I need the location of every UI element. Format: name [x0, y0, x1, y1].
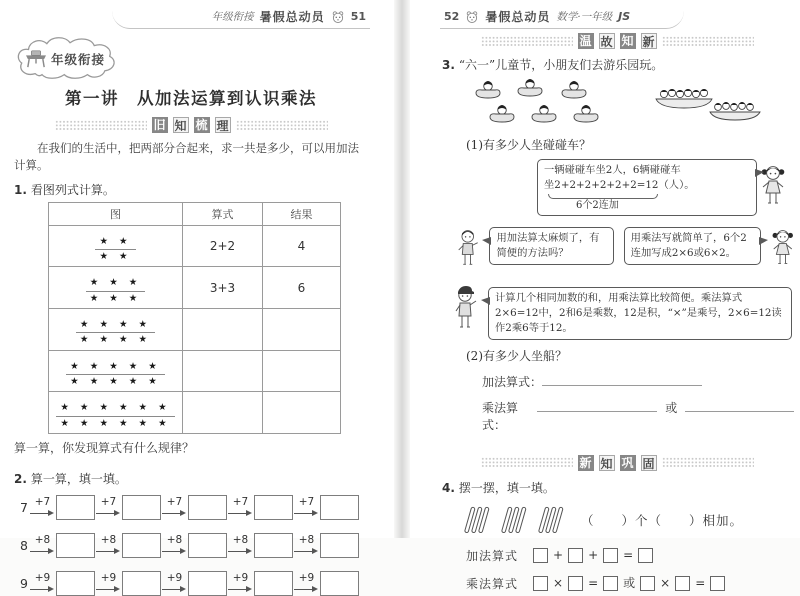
banner-char: 固	[642, 456, 655, 471]
equals-sign: =	[588, 576, 599, 591]
result-cell: 4	[263, 225, 341, 267]
brand-label: 暑假总动员	[259, 10, 325, 24]
chain-step	[29, 497, 56, 518]
school-desk-icon	[24, 49, 48, 69]
banner-char: 温	[579, 34, 592, 48]
mascot-face-icon	[331, 10, 345, 24]
teacher-character	[452, 284, 478, 334]
addition-label: 加法算式：	[482, 374, 543, 389]
banner-char: 梳	[195, 118, 208, 132]
question-3-sub1: (1)有多少人坐碰碰车？	[466, 138, 591, 152]
edition-label: JS	[618, 10, 631, 23]
question-1-followup: 算一算，你发现算式有什么规律？	[14, 440, 195, 455]
arrow-icon	[162, 585, 187, 594]
dotted-rule	[236, 120, 328, 131]
stars-top-row: ★ ★ ★ ★	[76, 319, 155, 333]
chain-step	[227, 535, 254, 556]
table-header-row	[49, 202, 341, 225]
answer-box	[56, 571, 95, 596]
counting-sticks	[464, 504, 492, 536]
question-number: 4.	[442, 480, 455, 495]
addition-chain-8	[16, 533, 370, 558]
question-text: “六一”儿童节，小朋友们去游乐园玩。	[458, 58, 664, 72]
stars-top-row: ★ ★	[95, 236, 135, 250]
arrow-icon	[162, 509, 187, 518]
chain-step	[161, 497, 188, 518]
page-left	[0, 0, 394, 591]
arrow-icon	[294, 547, 319, 556]
underbrace	[548, 194, 658, 199]
plus-sign: +	[553, 548, 564, 563]
series-label: 年级衔接	[211, 11, 254, 23]
badge-label: 年级衔接	[51, 52, 106, 67]
section-banner-review	[12, 117, 370, 133]
or-word: 或	[623, 576, 636, 591]
column-header-picture: 图	[49, 202, 183, 225]
amusement-park-illustrations	[440, 77, 794, 129]
answer-box	[122, 533, 161, 558]
answer-box	[675, 576, 690, 591]
multiplication-expression-line	[482, 399, 794, 433]
stars-top-row: ★ ★ ★	[86, 277, 146, 291]
answer-box	[603, 548, 618, 563]
answer-box	[603, 576, 618, 591]
chain-step	[293, 535, 320, 556]
answer-box	[188, 533, 227, 558]
expression-cell-blank	[183, 350, 263, 392]
dotted-rule	[55, 120, 147, 131]
step-label: +7	[166, 496, 183, 509]
question-number: 1.	[14, 182, 27, 197]
question-text: 看图列式计算。	[30, 182, 115, 197]
left-page-header	[112, 4, 370, 29]
dotted-rule	[662, 457, 754, 468]
expression-cell: 3+3	[183, 267, 263, 309]
answer-box	[640, 576, 655, 591]
arrow-icon	[228, 547, 253, 556]
star-picture-cell	[49, 308, 183, 350]
banner-char: 知	[621, 34, 634, 48]
step-label: +8	[34, 534, 51, 547]
expression-cell-blank	[183, 392, 263, 434]
addition-expression-line	[482, 373, 794, 390]
multiplication-equation	[466, 575, 794, 592]
subject-label: 数学·一年级	[556, 11, 613, 23]
question-3-sub2: (2)有多少人坐船？	[466, 348, 567, 363]
arrow-icon	[294, 585, 319, 594]
banner-char: 旧	[153, 118, 166, 132]
write-in-line	[685, 400, 794, 412]
star-picture-cell	[49, 225, 183, 267]
arrow-icon	[96, 547, 121, 556]
chain-step	[95, 497, 122, 518]
table-row	[49, 392, 341, 434]
stars-bottom-row: ★ ★ ★ ★ ★ ★	[60, 417, 171, 429]
chain-step	[227, 497, 254, 518]
stars-bottom-row: ★ ★ ★	[89, 292, 142, 304]
question-text: 摆一摆，填一填。	[458, 480, 555, 495]
arrow-icon	[30, 547, 55, 556]
stars-top-row: ★ ★ ★ ★ ★	[66, 361, 165, 375]
answer-box	[122, 571, 161, 596]
multiplication-label: 乘法算式：	[482, 400, 519, 432]
question-number: 3.	[442, 58, 455, 72]
bubble-line: 一辆碰碰车坐2人，6辆碰碰车	[544, 164, 681, 176]
chain-start-number: 7	[20, 499, 28, 515]
page-number: 52	[444, 10, 460, 23]
counting-sticks	[501, 504, 529, 536]
intro-paragraph: 在我们的生活中，把两部分合起来，求一共是多少，可以用加法计算。	[14, 141, 359, 173]
stars-top-row: ★ ★ ★ ★ ★ ★	[56, 402, 174, 416]
mascot-face-icon	[465, 10, 479, 24]
lesson-title: 第一讲 从加法运算到认识乘法	[65, 89, 317, 108]
answer-box	[533, 548, 548, 563]
step-label: +7	[100, 496, 117, 509]
answer-box	[254, 533, 293, 558]
stars-bottom-row: ★ ★ ★ ★	[79, 334, 152, 346]
answer-box	[56, 533, 95, 558]
right-page-header	[440, 4, 684, 29]
speech-bubble-girl: 用乘法写就简单了，6个2连加写成2×6或6×2。	[624, 227, 761, 265]
times-sign: ×	[660, 576, 671, 591]
chain-step	[293, 497, 320, 518]
banner-char: 知	[600, 456, 613, 471]
expression-cell-blank	[183, 308, 263, 350]
grade-link-badge	[14, 35, 130, 83]
chain-step	[227, 573, 254, 594]
banner-char: 新	[579, 455, 592, 470]
dotted-rule	[662, 36, 754, 47]
answer-box	[56, 495, 95, 520]
banner-char: 理	[216, 119, 229, 133]
chain-start-number: 8	[20, 537, 28, 553]
result-cell-blank	[263, 350, 341, 392]
table-row	[49, 225, 341, 267]
underbrace-note: 6个2连加	[576, 199, 619, 211]
chain-start-number: 9	[20, 575, 28, 591]
answer-box	[568, 576, 583, 591]
step-label: +9	[166, 572, 183, 585]
banner-char: 巩	[621, 455, 634, 470]
step-label: +9	[232, 572, 249, 585]
page-gutter	[394, 0, 410, 538]
counting-sticks	[538, 504, 566, 536]
star-picture-cell	[49, 267, 183, 309]
or-word: 或	[665, 400, 678, 415]
step-label: +7	[34, 496, 51, 509]
table-row	[49, 350, 341, 392]
result-cell: 6	[263, 267, 341, 309]
dotted-rule	[481, 36, 573, 47]
banner-char: 新	[642, 35, 655, 49]
answer-box	[533, 576, 548, 591]
chain-step	[29, 535, 56, 556]
stars-bottom-row: ★ ★ ★ ★ ★	[70, 375, 161, 387]
answer-box	[188, 495, 227, 520]
addition-label: 加法算式	[466, 548, 519, 563]
section-banner-consolidate	[440, 455, 794, 471]
counting-sticks-row	[464, 504, 794, 536]
question-number: 2.	[14, 471, 27, 486]
girl-character	[771, 225, 794, 273]
count-fill-text: （ ）个（ ）相加。	[581, 512, 744, 528]
addition-equation	[466, 547, 794, 564]
question-2-heading	[14, 470, 370, 487]
step-label: +8	[232, 534, 249, 547]
plus-sign: +	[588, 548, 599, 563]
step-label: +9	[298, 572, 315, 585]
bubble-line: 坐2+2+2+2+2+2=12（人）。	[544, 178, 695, 191]
speech-bubble-boy: 用加法算太麻烦了，有简便的方法吗？	[489, 227, 613, 265]
arrow-icon	[228, 585, 253, 594]
section-banner-revisit	[440, 33, 794, 49]
answer-box	[638, 548, 653, 563]
answer-box	[122, 495, 161, 520]
star-picture-cell	[49, 350, 183, 392]
answer-box	[188, 571, 227, 596]
addition-chain-7	[16, 495, 370, 520]
result-cell-blank	[263, 308, 341, 350]
times-sign: ×	[553, 576, 564, 591]
boy-character	[456, 225, 479, 273]
chain-step	[161, 573, 188, 594]
arrow-icon	[96, 509, 121, 518]
star-picture-cell	[49, 392, 183, 434]
expression-cell: 2+2	[183, 225, 263, 267]
star-count-table	[48, 202, 341, 434]
table-row	[49, 308, 341, 350]
arrow-icon	[30, 585, 55, 594]
speech-bubble-teacher: 计算几个相同加数的和，用乘法算比较简便。乘法算式2×6=12中，2和6是乘数，12是积，“×”是乘号，2×6=12读作2乘6等于12。	[488, 287, 792, 340]
answer-box	[320, 571, 359, 596]
chain-step	[29, 573, 56, 594]
step-label: +8	[166, 534, 183, 547]
result-cell-blank	[263, 392, 341, 434]
arrow-icon	[96, 585, 121, 594]
addition-chain-9	[16, 571, 370, 596]
question-3-heading	[442, 56, 794, 73]
step-label: +8	[100, 534, 117, 547]
answer-box	[710, 576, 725, 591]
bubble-row-2	[456, 225, 794, 273]
equals-sign: =	[623, 548, 634, 563]
step-label: +9	[100, 572, 117, 585]
answer-box	[320, 495, 359, 520]
arrow-icon	[294, 509, 319, 518]
column-header-expression: 算式	[183, 202, 263, 225]
arrow-icon	[30, 509, 55, 518]
chain-step	[293, 573, 320, 594]
chain-step	[161, 535, 188, 556]
bubble-row-1	[440, 159, 786, 216]
chain-step	[95, 573, 122, 594]
arrow-icon	[228, 509, 253, 518]
banner-char: 故	[600, 35, 613, 49]
multiplication-label: 乘法算式	[466, 576, 519, 591]
write-in-line	[542, 374, 702, 386]
arrow-icon	[162, 547, 187, 556]
step-label: +9	[34, 572, 51, 585]
bumper-cars-illustration	[468, 77, 618, 129]
step-label: +8	[298, 534, 315, 547]
answer-box	[568, 548, 583, 563]
equals-sign: =	[695, 576, 706, 591]
question-1-heading	[14, 181, 370, 198]
page-number: 51	[350, 10, 366, 23]
write-in-line	[537, 400, 657, 412]
brand-label: 暑假总动员	[485, 10, 551, 24]
banner-char: 知	[174, 119, 187, 133]
chain-step	[95, 535, 122, 556]
stars-bottom-row: ★ ★	[99, 250, 132, 262]
page-right	[410, 0, 800, 591]
bubble-row-3	[452, 284, 792, 340]
step-label: +7	[232, 496, 249, 509]
answer-box	[320, 533, 359, 558]
answer-box	[254, 571, 293, 596]
question-text: 算一算，填一填。	[30, 471, 127, 486]
table-row	[49, 267, 341, 309]
dotted-rule	[481, 457, 573, 468]
speech-bubble-bumper-cars	[537, 159, 757, 216]
column-header-result: 结果	[263, 202, 341, 225]
answer-box	[254, 495, 293, 520]
step-label: +7	[298, 496, 315, 509]
row-boats-illustration	[654, 81, 766, 129]
question-4-heading	[442, 479, 794, 496]
